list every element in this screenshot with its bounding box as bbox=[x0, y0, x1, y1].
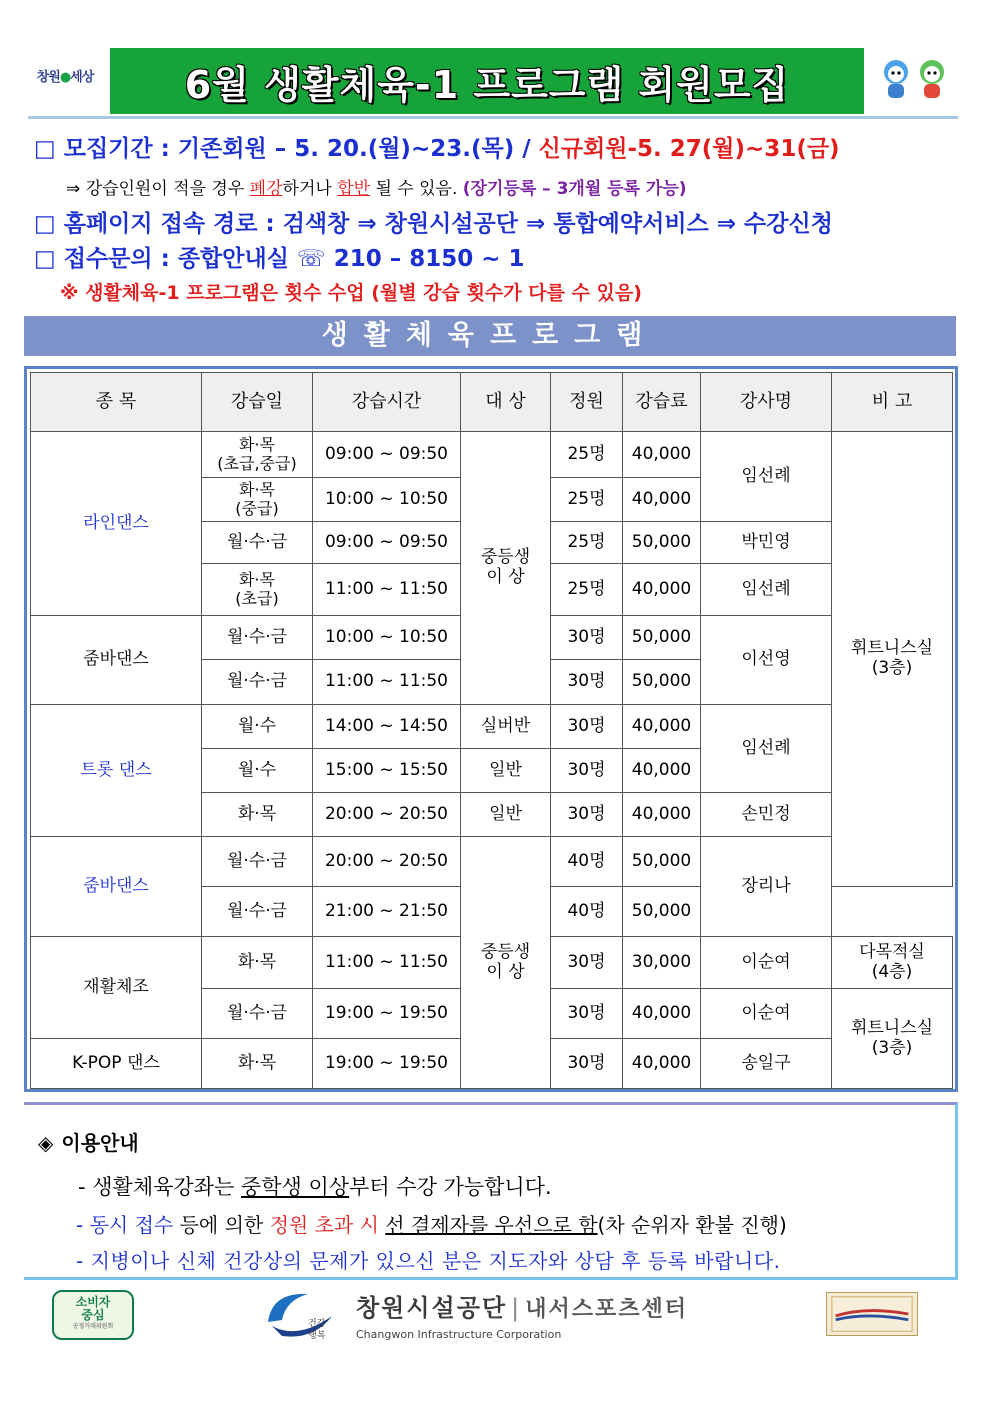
remarks-cell bbox=[832, 989, 953, 1089]
diamond-icon: ◈ bbox=[38, 1131, 54, 1155]
capacity-cell: 30명 bbox=[551, 616, 623, 660]
days-cell: 월·수 bbox=[202, 749, 313, 793]
time-cell: 10:00 ~ 10:50 bbox=[313, 616, 461, 660]
level-text: (초급) bbox=[235, 588, 279, 608]
mascot-icon bbox=[876, 54, 954, 106]
fee-cell: 50,000 bbox=[623, 616, 701, 660]
days-cell: 월·수·금 bbox=[202, 522, 313, 564]
time-cell: 21:00 ~ 21:50 bbox=[313, 887, 461, 937]
usage-notice bbox=[24, 1102, 958, 1280]
time-cell: 19:00 ~ 19:50 bbox=[313, 989, 461, 1039]
target-cell: 실버반 bbox=[461, 705, 551, 749]
program-name: 트롯 댄스 bbox=[31, 705, 202, 837]
note-suffix: 될 수 있음. bbox=[370, 179, 463, 199]
level-text: (초급,중급) bbox=[217, 453, 297, 473]
program-banner: 생활체육프로그램 bbox=[24, 316, 956, 356]
fee-cell: 40,000 bbox=[623, 749, 701, 793]
program-name: 라인댄스 bbox=[31, 432, 202, 616]
capacity-cell: 30명 bbox=[551, 705, 623, 749]
corp-english-name: Changwon Infrastructure Corporation bbox=[356, 1328, 562, 1341]
instructor-cell: 이선영 bbox=[701, 616, 832, 705]
level-text: (중급) bbox=[235, 498, 279, 518]
consumer-badge bbox=[52, 1290, 134, 1340]
instructor-cell: 임선례 bbox=[701, 564, 832, 616]
header-divider bbox=[28, 116, 958, 119]
time-cell: 20:00 ~ 20:50 bbox=[313, 793, 461, 837]
fee-cell: 50,000 bbox=[623, 660, 701, 705]
schedule-table-wrap bbox=[24, 366, 958, 1092]
notice-title bbox=[38, 1127, 139, 1156]
note-closed: 폐강 bbox=[249, 179, 283, 199]
remarks-text: (3층) bbox=[871, 658, 913, 678]
instructor-cell: 임선례 bbox=[701, 705, 832, 793]
instructor-cell: 박민영 bbox=[701, 522, 832, 564]
program-name: 재활체조 bbox=[31, 937, 202, 1039]
header-days: 강습일 bbox=[202, 373, 313, 432]
instructor-cell: 손민정 bbox=[701, 793, 832, 837]
days-text: 화·목 bbox=[239, 435, 275, 455]
time-cell: 20:00 ~ 20:50 bbox=[313, 837, 461, 887]
contact-line: □ 접수문의 : 종합안내실 ☏ 210 – 8150 ~ 1 bbox=[34, 246, 525, 272]
note-mid: 하거나 bbox=[282, 179, 338, 199]
header-remarks: 비 고 bbox=[832, 373, 953, 432]
time-cell: 10:00 ~ 10:50 bbox=[313, 478, 461, 522]
capacity-cell: 40명 bbox=[551, 837, 623, 887]
capacity-cell: 30명 bbox=[551, 937, 623, 989]
remarks-cell bbox=[832, 937, 953, 989]
instructor-cell: 송일구 bbox=[701, 1039, 832, 1089]
capacity-cell: 30명 bbox=[551, 793, 623, 837]
fee-cell: 40,000 bbox=[623, 793, 701, 837]
footer bbox=[0, 1284, 992, 1354]
time-cell: 11:00 ~ 11:50 bbox=[313, 564, 461, 616]
days-cell bbox=[202, 478, 313, 522]
program-name: 줌바댄스 bbox=[31, 616, 202, 705]
badge-text: 중심 bbox=[81, 1308, 105, 1323]
header-fee: 강습료 bbox=[623, 373, 701, 432]
capacity-cell: 30명 bbox=[551, 1039, 623, 1089]
remarks-text: 휘트니스실 bbox=[850, 1017, 934, 1038]
capacity-cell: 30명 bbox=[551, 749, 623, 793]
notice-title-text: 이용안내 bbox=[61, 1131, 139, 1155]
corp-name-text: 창원시설공단 bbox=[356, 1294, 508, 1322]
instructor-cell: 이순여 bbox=[701, 937, 832, 989]
remarks-text: 다목적실 bbox=[859, 941, 925, 962]
target-text: 이 상 bbox=[486, 567, 525, 587]
header bbox=[28, 44, 958, 116]
period-new: 신규회원-5. 27(월)~31(금) bbox=[538, 136, 840, 162]
instructor-cell: 이순여 bbox=[701, 989, 832, 1039]
capacity-cell: 30명 bbox=[551, 989, 623, 1039]
homepage-route: □ 홈페이지 접속 경로 : 검색창 ⇒ 창원시설공단 ⇒ 통합예약서비스 ⇒ 수강신청 bbox=[34, 211, 833, 237]
period-existing: □ 모집기간 : 기존회원 – 5. 20.(월)~23.(목) / bbox=[34, 136, 539, 162]
fee-cell: 40,000 bbox=[623, 564, 701, 616]
remarks-text: 휘트니스실 bbox=[850, 638, 934, 659]
target-cell bbox=[461, 837, 551, 1089]
time-cell: 15:00 ~ 15:50 bbox=[313, 749, 461, 793]
fee-cell: 40,000 bbox=[623, 478, 701, 522]
logo-text-1: 창원 bbox=[36, 70, 60, 85]
fee-cell: 50,000 bbox=[623, 887, 701, 937]
time-cell: 09:00 ~ 09:50 bbox=[313, 522, 461, 564]
logo-globe-icon: ● bbox=[59, 70, 71, 85]
days-cell: 월·수 bbox=[202, 705, 313, 749]
table-row bbox=[31, 837, 953, 887]
program-name: K-POP 댄스 bbox=[31, 1039, 202, 1089]
notice-underline: 중학생 이상 bbox=[240, 1175, 350, 1199]
target-text: 중등생 bbox=[480, 547, 531, 568]
capacity-cell: 25명 bbox=[551, 564, 623, 616]
logo-text-2: 세상 bbox=[70, 70, 94, 85]
notice-line-3: - 지병이나 신체 건강상의 문제가 있으신 분은 지도자와 상담 후 등록 바랍니다. bbox=[76, 1249, 781, 1273]
fee-cell: 40,000 bbox=[623, 1039, 701, 1089]
instructor-cell: 임선례 bbox=[701, 432, 832, 522]
logo-mark-text: 행복 bbox=[308, 1331, 326, 1341]
changwon-logo bbox=[34, 52, 96, 104]
table-row bbox=[31, 432, 953, 478]
capacity-cell: 40명 bbox=[551, 887, 623, 937]
target-cell: 일반 bbox=[461, 749, 551, 793]
corp-name bbox=[356, 1288, 688, 1323]
notice-text: - 동시 접수 bbox=[76, 1213, 174, 1237]
badge-small-text: 공정거래위원회 bbox=[72, 1323, 114, 1331]
capacity-cell: 25명 bbox=[551, 432, 623, 478]
time-cell: 11:00 ~ 11:50 bbox=[313, 937, 461, 989]
header-instructor: 강사명 bbox=[701, 373, 832, 432]
note-long-term: (장기등록 – 3개월 등록 가능) bbox=[462, 179, 687, 199]
fee-cell: 30,000 bbox=[623, 937, 701, 989]
program-name: 줌바댄스 bbox=[31, 837, 202, 937]
page-title: 6월 생활체육-1 프로그램 회원모집 bbox=[184, 62, 790, 107]
capacity-cell: 30명 bbox=[551, 660, 623, 705]
fee-cell: 50,000 bbox=[623, 522, 701, 564]
notice-text: 부터 수강 가능합니다. bbox=[349, 1175, 552, 1199]
logo-mark-text: 건강 bbox=[308, 1319, 326, 1329]
days-cell bbox=[202, 564, 313, 616]
capacity-cell: 25명 bbox=[551, 522, 623, 564]
notice-line-2 bbox=[76, 1209, 787, 1238]
time-cell: 19:00 ~ 19:50 bbox=[313, 1039, 461, 1089]
days-text: 화·목 bbox=[239, 570, 275, 590]
time-cell: 14:00 ~ 14:50 bbox=[313, 705, 461, 749]
days-cell bbox=[202, 432, 313, 478]
remarks-text: (3층) bbox=[871, 1037, 913, 1058]
notice-line-1 bbox=[78, 1171, 552, 1201]
notice-text: - 생활체육강좌는 bbox=[78, 1175, 241, 1199]
time-cell: 11:00 ~ 11:50 bbox=[313, 660, 461, 705]
fee-cell: 50,000 bbox=[623, 837, 701, 887]
fee-cell: 40,000 bbox=[623, 432, 701, 478]
note-line bbox=[66, 174, 986, 199]
note-merge: 합반 bbox=[337, 179, 371, 199]
remarks-cell bbox=[832, 432, 953, 887]
schedule-table bbox=[30, 372, 953, 1089]
center-name: 내서스포츠센터 bbox=[525, 1297, 688, 1322]
badge-text: 소비자 bbox=[75, 1295, 111, 1309]
target-cell: 일반 bbox=[461, 793, 551, 837]
days-cell: 월·수·금 bbox=[202, 837, 313, 887]
notice-text: 등에 의한 bbox=[173, 1213, 270, 1237]
days-cell: 월·수·금 bbox=[202, 660, 313, 705]
capacity-cell: 25명 bbox=[551, 478, 623, 522]
days-cell: 화·목 bbox=[202, 1039, 313, 1089]
corp-logo-icon bbox=[262, 1286, 342, 1346]
days-cell: 화·목 bbox=[202, 937, 313, 989]
days-cell: 월·수·금 bbox=[202, 887, 313, 937]
notice-text: (차 순위자 환불 진행) bbox=[597, 1213, 787, 1237]
table-row bbox=[31, 705, 953, 749]
target-text: 중등생 bbox=[480, 941, 531, 962]
days-cell: 월·수·금 bbox=[202, 616, 313, 660]
fee-cell: 40,000 bbox=[623, 705, 701, 749]
period-line bbox=[34, 130, 954, 163]
days-cell: 월·수·금 bbox=[202, 989, 313, 1039]
remarks-text: (4층) bbox=[871, 961, 913, 982]
title-banner bbox=[110, 48, 864, 114]
header-program: 종 목 bbox=[31, 373, 202, 432]
notice-underline: 선 결제자를 우선으로 함 bbox=[385, 1213, 598, 1237]
time-cell: 09:00 ~ 09:50 bbox=[313, 432, 461, 478]
target-text: 이 상 bbox=[486, 961, 525, 982]
divider: | bbox=[511, 1294, 522, 1322]
header-time: 강습시간 bbox=[313, 373, 461, 432]
fee-cell: 40,000 bbox=[623, 989, 701, 1039]
note-prefix: ⇒ 강습인원이 적을 경우 bbox=[66, 179, 250, 199]
notice-text: 정원 초과 시 bbox=[269, 1213, 379, 1237]
target-cell bbox=[461, 432, 551, 705]
table-header-row bbox=[31, 373, 953, 432]
days-text: 화·목 bbox=[239, 480, 275, 500]
instructor-cell: 장리나 bbox=[701, 837, 832, 937]
header-capacity: 정원 bbox=[551, 373, 623, 432]
header-target: 대 상 bbox=[461, 373, 551, 432]
certificate-icon bbox=[826, 1292, 918, 1336]
days-cell: 화·목 bbox=[202, 793, 313, 837]
warning-line: ※ 생활체육-1 프로그램은 횟수 수업 (월별 강습 횟수가 다를 수 있음) bbox=[60, 282, 642, 304]
